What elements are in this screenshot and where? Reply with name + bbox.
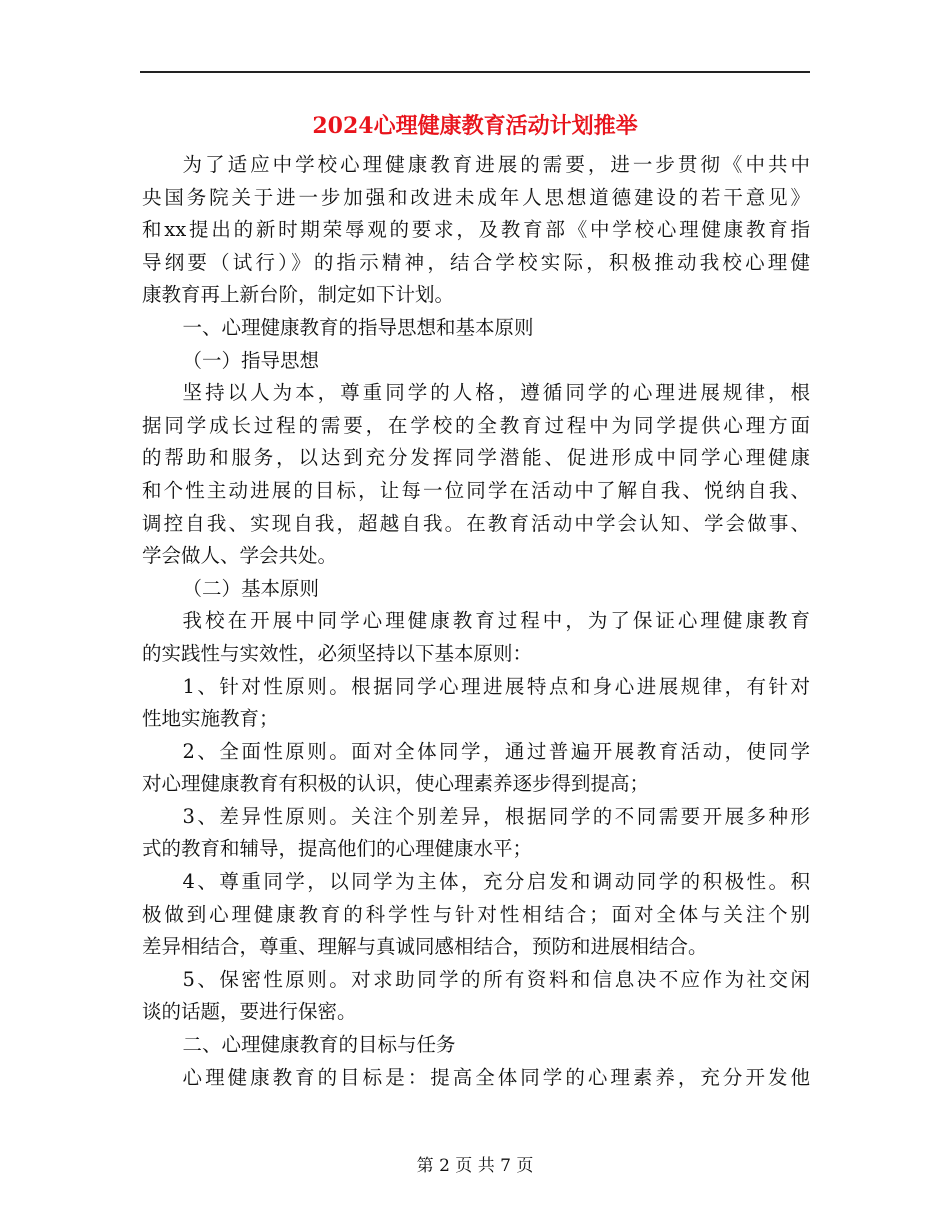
document-body <box>142 149 810 1094</box>
text-line: 央国务院关于进一步加强和改进未成年人思想道德建设的若干意见》 <box>142 185 810 209</box>
text-line: 的实践性与实效性，必须坚持以下基本原则： <box>142 641 533 665</box>
text-line: 为了适应中学校心理健康教育进展的需要，进一步贯彻《中共中 <box>182 153 810 176</box>
text-line: 康教育再上新台阶，制定如下计划。 <box>142 283 455 307</box>
text-line: 坚持以人为本，尊重同学的人格，遵循同学的心理进展规律，根 <box>182 381 810 405</box>
text-line: 和xx提出的新时期荣辱观的要求，及教育部《中学校心理健康教育指 <box>142 218 810 242</box>
text-line: 我校在开展中同学心理健康教育过程中，为了保证心理健康教育 <box>182 609 810 633</box>
text-line: （一）指导思想 <box>182 348 320 372</box>
text-line: 1、针对性原则。根据同学心理进展特点和身心进展规律，有针对 <box>182 674 810 698</box>
text-line: 导纲要（试行）》的指示精神，结合学校实际，积极推动我校心理健 <box>142 250 810 274</box>
text-line: 4、尊重同学，以同学为主体，充分启发和调动同学的积极性。积 <box>182 870 810 894</box>
text-line: 和个性主动进展的目标，让每一位同学在活动中了解自我、悦纳自我、 <box>142 478 810 502</box>
text-line: （二）基本原则 <box>182 576 320 600</box>
text-line: 5、保密性原则。对求助同学的所有资料和信息决不应作为社交闲 <box>182 967 810 991</box>
text-line: 式的教育和辅导，提高他们的心理健康水平； <box>142 837 533 861</box>
text-line: 对心理健康教育有积极的认识，使心理素养逐步得到提高； <box>142 772 650 796</box>
text-line: 的帮助和服务，以达到充分发挥同学潜能、促进形成中同学心理健康 <box>142 446 810 470</box>
text-line: 3、差异性原则。关注个别差异，根据同学的不同需要开展多种形 <box>182 804 810 828</box>
document-title: 2024心理健康教育活动计划推举 <box>312 113 638 139</box>
text-line: 学会做人、学会共处。 <box>142 544 338 568</box>
header-rule <box>140 71 810 73</box>
text-line: 据同学成长过程的需要，在学校的全教育过程中为同学提供心理方面 <box>142 413 810 437</box>
text-line: 性地实施教育； <box>142 707 279 731</box>
text-line: 差异相结合，尊重、理解与真诚同感相结合，预防和进展相结合。 <box>142 935 708 959</box>
page-number: 第 2 页 共 7 页 <box>416 1156 534 1176</box>
text-line: 2、全面性原则。面对全体同学，通过普遍开展教育活动，使同学 <box>182 739 810 763</box>
text-line: 心理健康教育的目标是：提高全体同学的心理素养，充分开发他 <box>182 1065 810 1089</box>
text-line: 调控自我、实现自我，超越自我。在教育活动中学会认知、学会做事、 <box>142 511 810 535</box>
text-line: 二、心理健康教育的目标与任务 <box>182 1033 456 1057</box>
text-line: 极做到心理健康教育的科学性与针对性相结合；面对全体与关注个别 <box>142 902 810 926</box>
text-line: 谈的话题，要进行保密。 <box>142 1000 357 1024</box>
text-line: 一、心理健康教育的指导思想和基本原则 <box>182 315 534 339</box>
